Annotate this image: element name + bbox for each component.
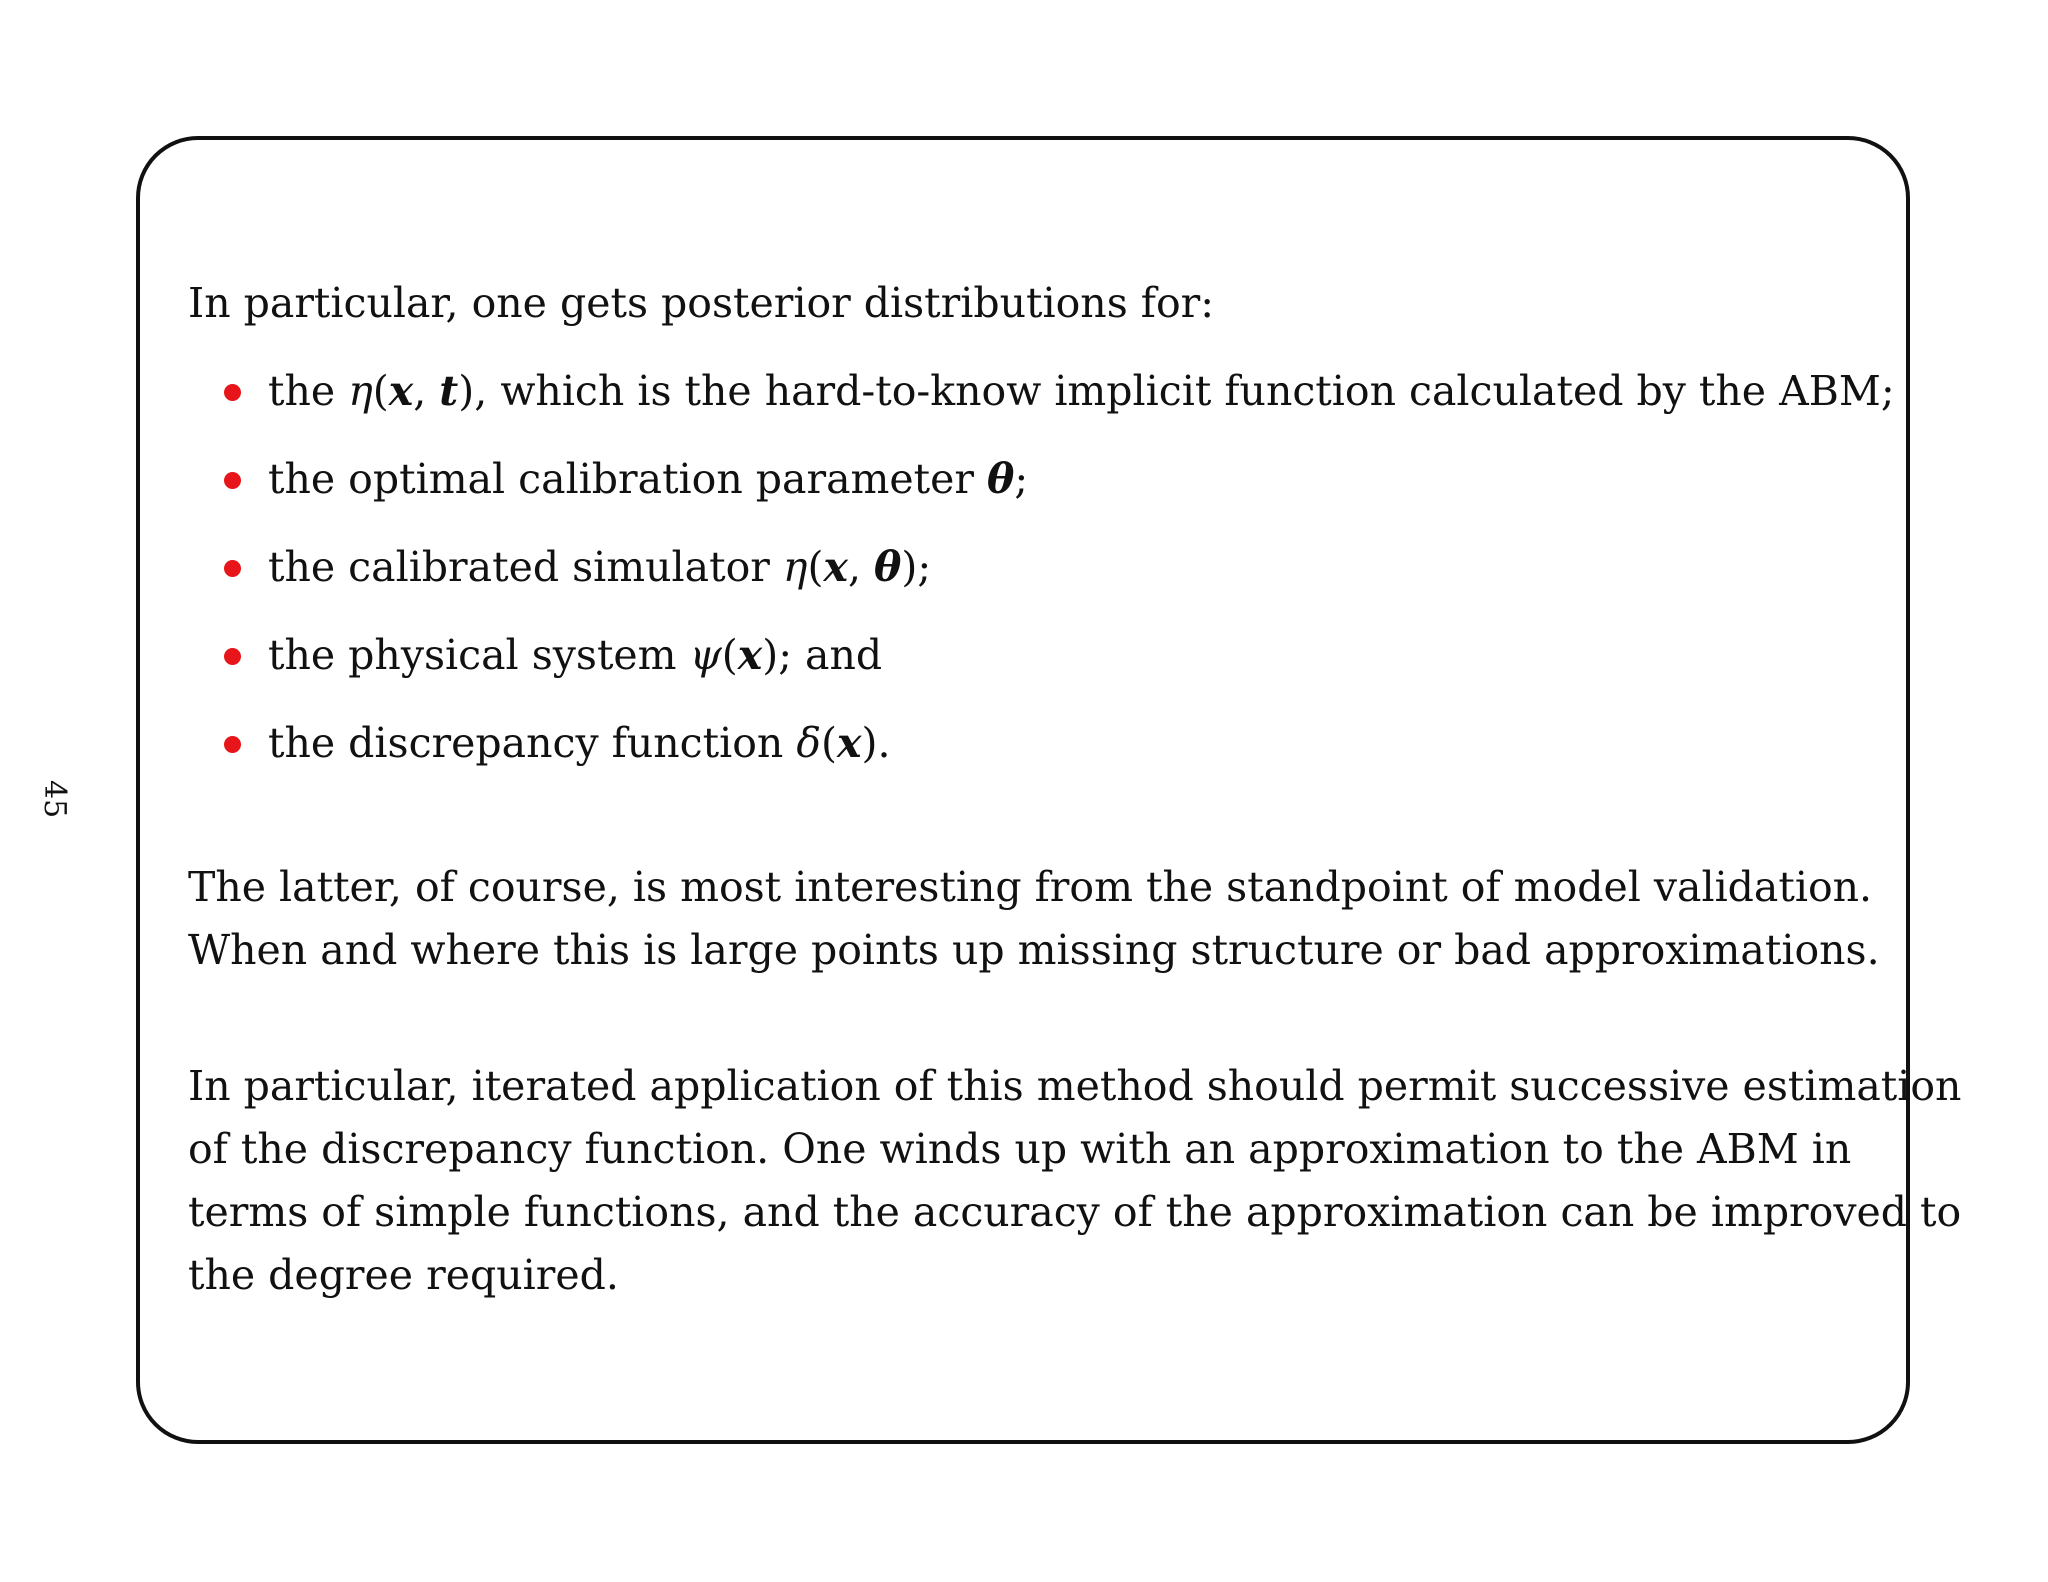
bullet-item-calibrated-simulator [188, 536, 1895, 624]
bullet-suffix: , which is the hard-to-know implicit function calculated by the ABM; [474, 367, 1895, 415]
bullet-item-calibration-parameter [188, 448, 1895, 536]
math-paren: ) [762, 631, 779, 679]
bullet-list [188, 360, 1895, 800]
bullet-dot-icon [224, 560, 241, 577]
bullet-suffix: . [877, 719, 891, 767]
math-sep: , [847, 543, 875, 591]
math-arg: x [388, 367, 414, 415]
bullet-suffix: ; [917, 543, 932, 591]
bullet-dot-icon [224, 648, 241, 665]
paragraph-line: terms of simple functions, and the accuracy of the approximation can be improved to [188, 1188, 1962, 1236]
math-symbol: ψ [689, 631, 722, 679]
paragraph-line: of the discrepancy function. One winds up with an approximation to the ABM in [188, 1125, 1852, 1173]
bullet-suffix: ; and [778, 631, 883, 679]
intro-text: In particular, one gets posterior distributions for: [188, 279, 1215, 327]
paragraph-line: In particular, iterated application of this method should permit successive estimation [188, 1062, 1962, 1110]
page-number: 45 [37, 780, 72, 819]
bullet-item-physical-system [188, 624, 1895, 712]
bullet-prefix: the discrepancy function [268, 719, 797, 767]
math-paren: ( [807, 543, 824, 591]
bullet-prefix: the physical system [268, 631, 690, 679]
paragraph-line: The latter, of course, is most interesting from the standpoint of model validation. [188, 863, 1873, 911]
bullet-dot-icon [224, 384, 241, 401]
math-symbol: δ [796, 719, 822, 767]
math-arg: θ [874, 543, 902, 591]
math-symbol: η [782, 543, 808, 591]
bullet-prefix: the [268, 367, 349, 415]
math-paren: ) [458, 367, 475, 415]
bullet-item-eta-function [188, 360, 1895, 448]
paragraph-line: When and where this is large points up missing structure or bad approximations. [188, 926, 1880, 974]
math-sep: , [413, 367, 440, 415]
bullet-dot-icon [224, 736, 241, 753]
math-paren: ( [821, 719, 838, 767]
math-paren: ) [861, 719, 878, 767]
math-paren: ( [721, 631, 738, 679]
paragraph-model-validation [188, 856, 1880, 982]
math-arg: x [737, 631, 763, 679]
bullet-suffix: ; [1014, 455, 1029, 503]
paragraph-line: the degree required. [188, 1251, 619, 1299]
bullet-prefix: the calibrated simulator [268, 543, 783, 591]
math-symbol: η [348, 367, 373, 415]
math-paren: ) [901, 543, 918, 591]
bullet-item-discrepancy-function [188, 712, 1895, 800]
bullet-dot-icon [224, 472, 241, 489]
bullet-prefix: the optimal calibration parameter [268, 455, 988, 503]
paragraph-iterated-application [188, 1055, 1961, 1307]
math-arg: x [837, 719, 862, 767]
math-arg: θ [987, 455, 1015, 503]
math-paren: ( [372, 367, 389, 415]
math-arg: t [439, 367, 459, 415]
math-arg: x [823, 543, 848, 591]
